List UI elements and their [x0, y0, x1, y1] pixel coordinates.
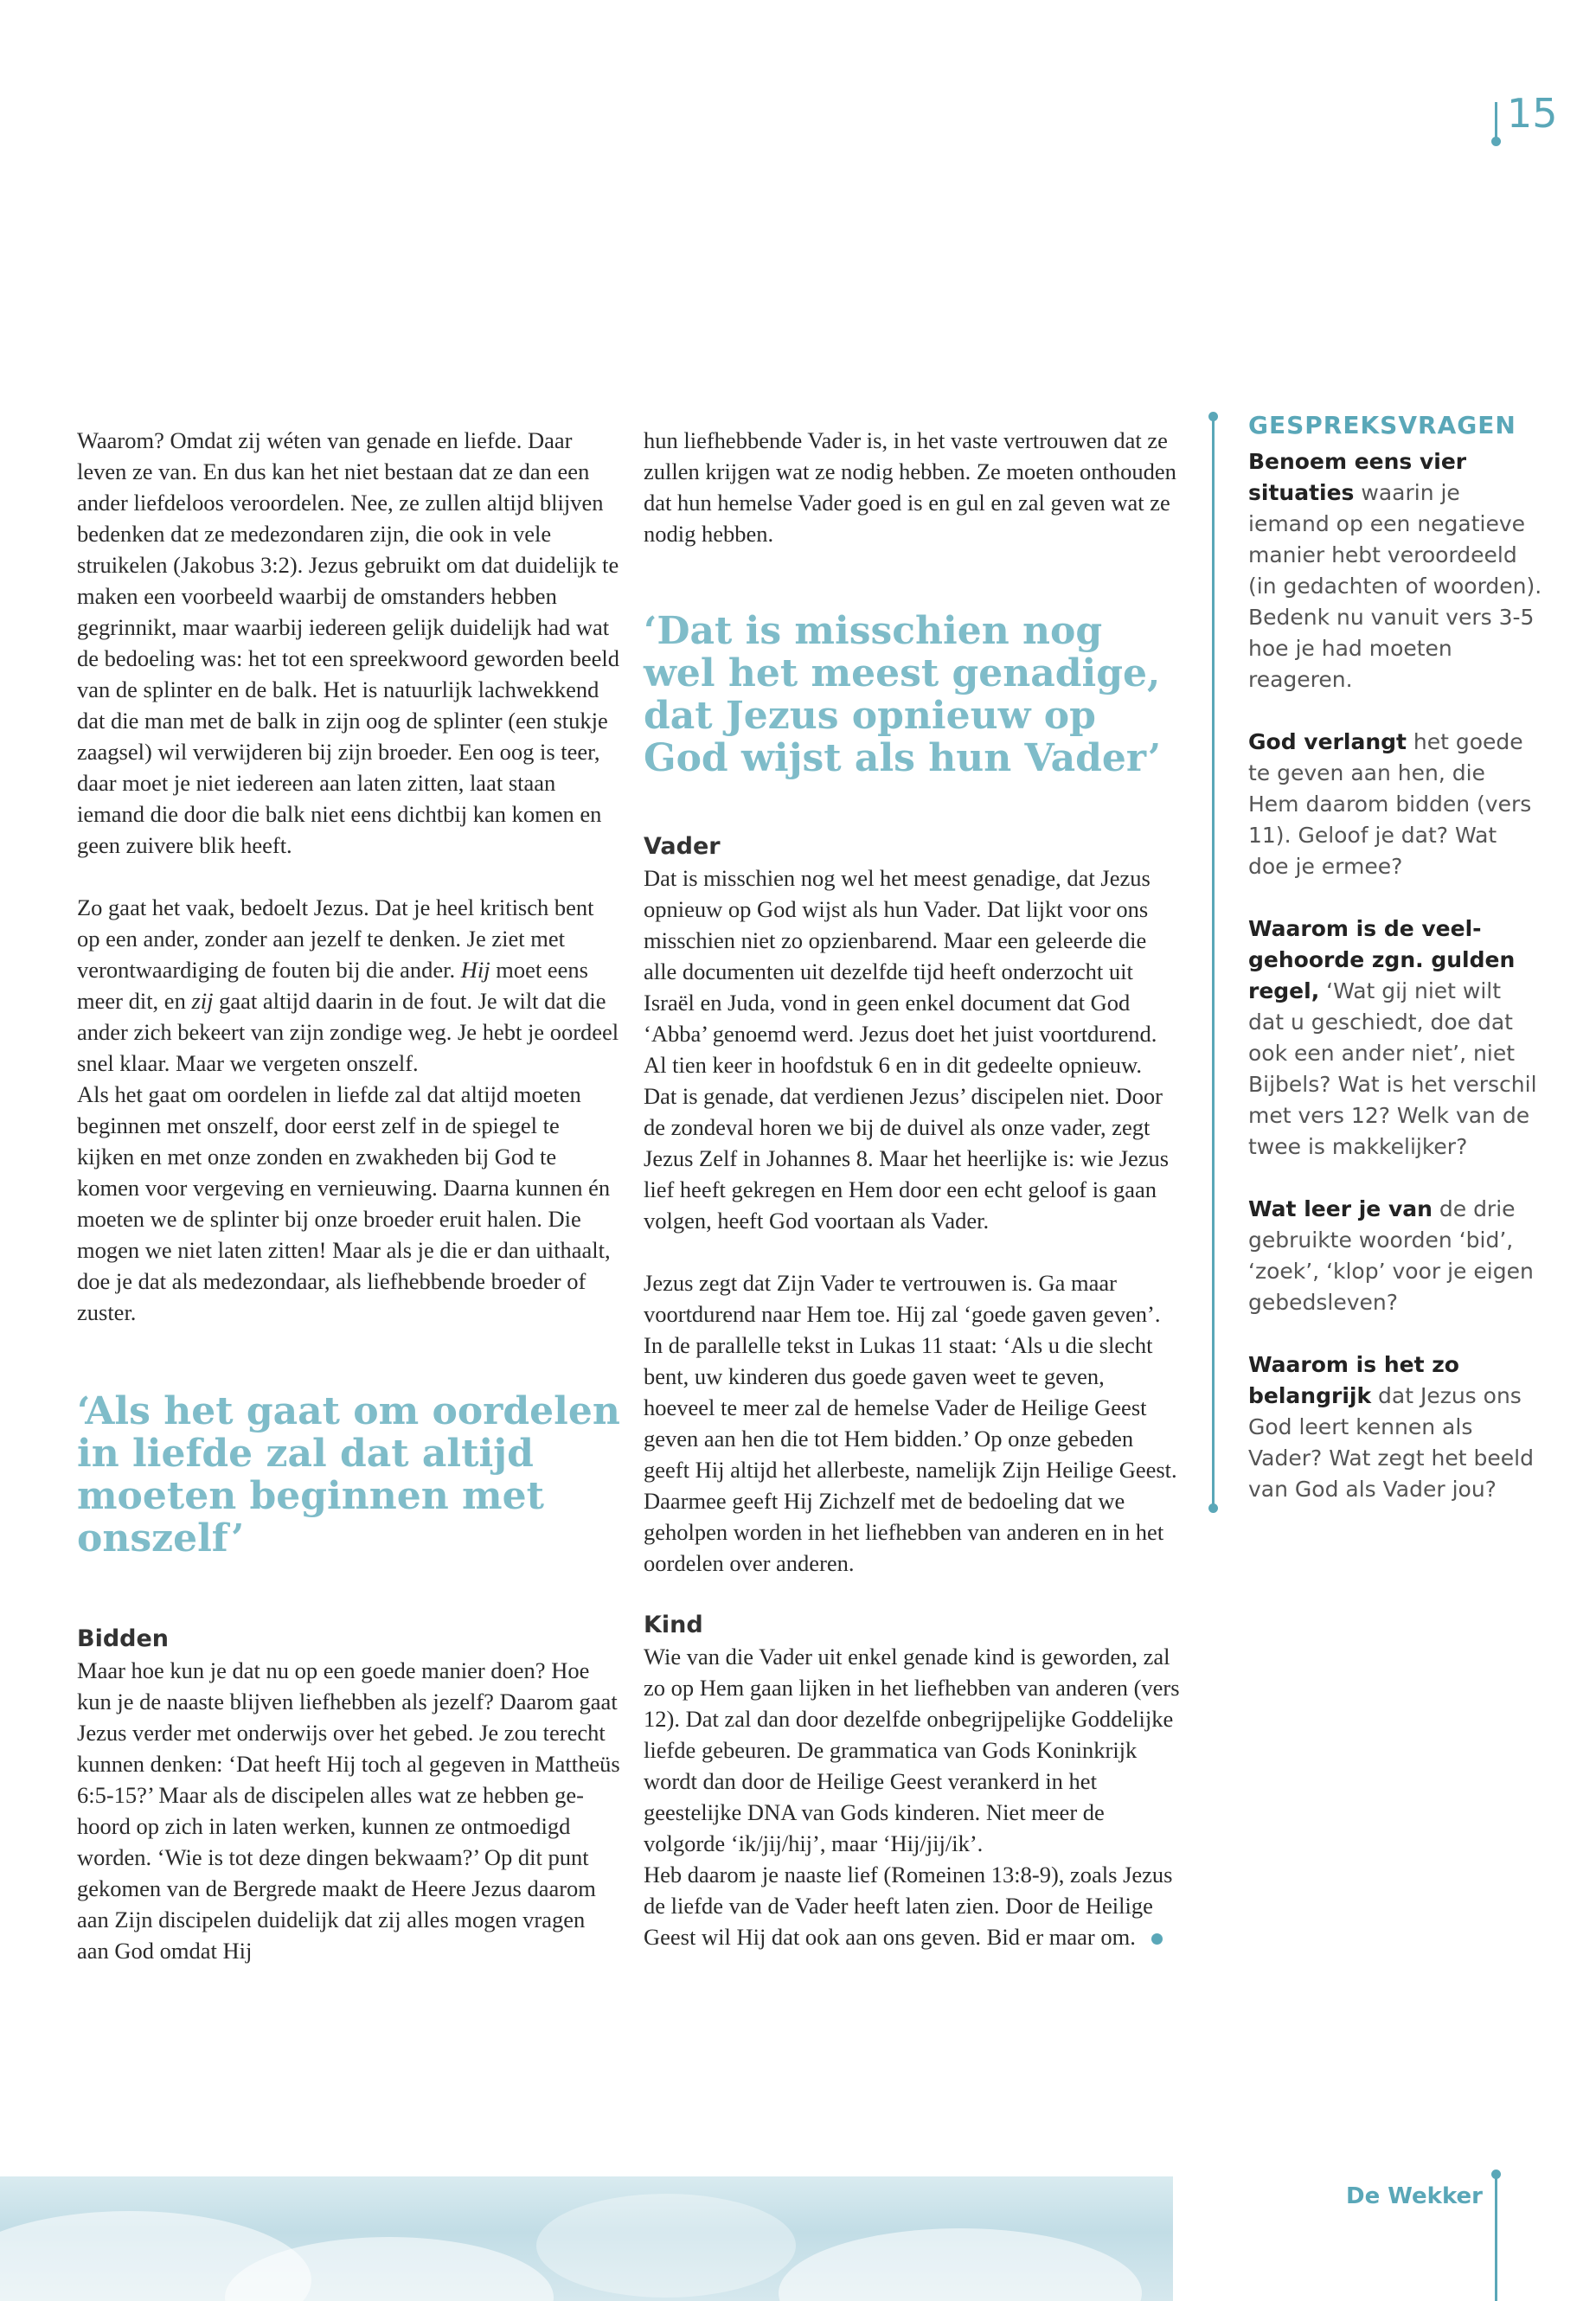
sidebar-title: GESPREKSVRAGEN — [1248, 411, 1516, 439]
paragraph: Wie van die Vader uit enkel genade kind is geworden, zal zo op Hem gaan lijken in het liefhebben van anderen (vers 12). Dat zal dan door dezelfde onbegrijpelijke Goddelijke liefde gebeuren. De grammatica van Gods Koninkrijk wordt dan door de Heilige Geest verankerd in het geestelijke DNA van Gods kinderen. Niet meer de volgorde ‘ik/jij/hij’, maar ‘Hij/jij/ik’. — [644, 1644, 1180, 1856]
question-2: God verlangt het goede te geven aan hen, die Hem daarom bidden (vers 11). Geloof je dat? Wat doe je ermee? — [1248, 729, 1532, 879]
sidebar-rule — [1212, 417, 1215, 1509]
paragraph: Als het gaat om oordelen in liefde zal dat altijd moeten beginnen met onszelf, door eerst zelf in de spiegel te kijken en met onze zonden en zwakheden bij God te komen voor vergeving en vernieuwing. Daarna kunnen én moeten we de splinter bij onze broeder eruit halen. Die mogen we niet laten zitten! Maar als je die er dan uithaalt, doe je dat als medezondaar, als liefhebbende broeder of zuster. — [77, 1081, 611, 1325]
magazine-name: De Wekker — [1346, 2183, 1483, 2209]
article-column-1 — [77, 425, 620, 1966]
section-heading-kind: Kind — [644, 1612, 703, 1638]
footer-sky-image — [0, 2176, 1173, 2301]
page-number-dot — [1491, 137, 1501, 146]
footer-rule — [1495, 2176, 1497, 2301]
article-column-2 — [644, 425, 1180, 1952]
question-4: Wat leer je van de drie gebruikte woorden ‘bid’, ‘zoek’, ‘klop’ voor je eigen gebedsleven? — [1248, 1196, 1534, 1315]
paragraph: Waarom? Omdat zij wéten van genade en liefde. Daar leven ze van. En dus kan het niet bestaan dat ze dan een ander liefdeloos veroordelen. Nee, ze zullen altijd blijven bedenken dat ze medezondaren zijn, die ook in vele struikelen (Jakobus 3:2). Jezus gebruikt om dat duidelijk te maken een voorbeeld waarbij de omstanders hebben gegrinnikt, maar waarbij iedereen gelijk duidelijk had wat de bedoeling was: het tot een spreekwoord geworden beeld van de splinter en de balk. Het is natuurlijk lachwekkend dat die man met de balk in zijn oog de splinter (een stukje zaagsel) wil verwijderen bij zijn broeder. Een oog is teer, daar moet je niet iedereen aan laten zitten, laat staan iemand die door die balk niet eens dichtbij kan komen en geen zuivere blik heeft. — [77, 427, 619, 858]
pull-quote: ‘Dat is misschien nog wel het meest genadige, dat Jezus opnieuw op God wijst als hun Vader’ — [644, 609, 1162, 780]
discussion-questions-sidebar — [1248, 410, 1542, 1536]
paragraph: Zo gaat het vaak, bedoelt Jezus. Dat je heel kritisch bent op een ander, zonder aan jezelf te denken. Je ziet met verontwaardiging de fouten bij die ander. Hij moet eens meer dit, en zij gaat altijd daarin in de fout. Je wilt dat die ander zich bekeert van zijn zondige weg. Je hebt je oordeel snel klaar. Maar we vergeten onszelf. — [77, 894, 619, 1076]
paragraph: Dat is misschien nog wel het meest genadige, dat Jezus opnieuw op God wijst als hun Vader. Dat lijkt voor ons misschien niet zo opzienbarend. Maar een geleerde die alle documenten uit dezelfde tijd heeft onderzocht uit Israël en Juda, vond in geen enkel document dat God ‘Abba’ genoemd werd. Jezus doet het juist voortdurend. Al tien keer in hoofdstuk 6 en in dit gedeelte opnieuw. Dat is genade, dat verdienen Jezus’ discipelen niet. Door de zondeval horen we bij de duivel als onze vader, zegt Jezus Zelf in Johannes 8. Maar het heerlijke is: wie Jezus lief heeft gekregen en Hem door een echt geloof is gaan volgen, heeft God voortaan als Vader. — [644, 865, 1170, 1234]
sidebar-rule-dot-bottom — [1208, 1503, 1218, 1513]
page-number: 15 — [1507, 90, 1558, 137]
section-heading-bidden: Bidden — [77, 1625, 170, 1652]
question-5: Waarom is het zo belangrijk dat Jezus ons God leert kennen als Vader? Wat zegt het beeld van God als Vader jou? — [1248, 1352, 1534, 1502]
paragraph: Maar hoe kun je dat nu op een goede manier doen? Hoe kun je de naaste blijven liefhebben als jezelf? Daarom gaat Jezus verder met onderwijs over het gebed. Je zou terecht kunnen denken: ‘Dat heeft Hij toch al gegeven in Mattheüs 6:5-15?’ Maar als de discipelen alles wat ze hebben gehoord op zich in laten werken, kunnen ze ontmoedigd worden. ‘Wie is tot deze dingen bekwaam?’ Op dit punt gekomen van de Bergrede maakt de Heere Jezus daarom aan Zijn discipelen duidelijk dat zij alles mogen vragen aan God omdat Hij — [77, 1657, 620, 1964]
paragraph: Heb daarom je naaste lief (Romeinen 13:8-9), zoals Jezus de liefde van de Vader heeft laten zien. Door de Heilige Geest wil Hij dat ook aan ons geven. Bid er maar om. — [644, 1862, 1173, 1950]
pull-quote: ‘Als het gaat om oordelen in liefde zal dat altijd moeten beginnen met onszelf’ — [77, 1389, 620, 1561]
paragraph: hun liefhebbende Vader is, in het vaste vertrouwen dat ze zullen krijgen wat ze nodig hebben. Ze moeten onthouden dat hun hemelse Vader goed is en gul en zal geven wat ze nodig hebben. — [644, 427, 1176, 547]
end-mark-dot — [1151, 1933, 1163, 1945]
page-number-rule — [1495, 102, 1497, 140]
question-1: Benoem eens vier situaties waarin je iemand op een negatieve manier hebt veroordeeld (in gedachten of woorden). Bedenk nu vanuit vers 3-5 hoe je had moeten reageren. — [1248, 449, 1542, 692]
section-heading-vader: Vader — [644, 833, 721, 860]
paragraph: Jezus zegt dat Zijn Vader te vertrouwen is. Ga maar voortdurend naar Hem toe. Hij zal ‘goede gaven geven’. In de parallelle tekst in Lukas 11 staat: ‘Als u die slecht bent, uw kinderen dus goede gaven weet te geven, hoeveel te meer zal de hemelse Vader de Heilige Geest geven aan hen die tot Hem bidden.’ Op onze gebeden geeft Hij altijd het allerbeste, namelijk Zijn Heilige Geest. Daarmee geeft Hij Zichzelf met de bedoeling dat we geholpen worden in het liefhebben van anderen en in het oordelen over anderen. — [644, 1270, 1177, 1576]
question-3: Waarom is de veelgehoorde zgn. gulden regel, ‘Wat gij niet wilt dat u geschiedt, doe dat ook een ander niet’, niet Bijbels? Wat is het verschil met vers 12? Welk van de twee is makkelijker? — [1248, 916, 1537, 1159]
